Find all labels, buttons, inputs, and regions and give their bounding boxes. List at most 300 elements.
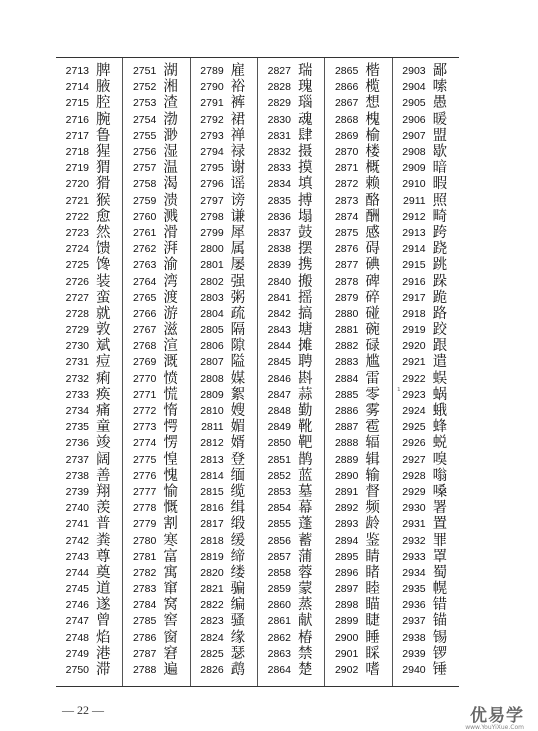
char-number: 2812 <box>200 437 224 450</box>
char-number: 2772 <box>132 405 157 418</box>
table-row <box>258 549 324 565</box>
char-number: 2905 <box>402 97 426 110</box>
char-number: 2736 <box>65 437 89 450</box>
char-number: 2729 <box>65 324 89 337</box>
table-row <box>191 306 257 322</box>
table-row <box>123 160 189 176</box>
char-glyph: 睦 <box>365 581 380 598</box>
char-number: 2914 <box>402 243 426 256</box>
watermark-brand: 优易学 <box>470 706 524 726</box>
table-row <box>325 468 391 484</box>
table-row <box>393 225 459 241</box>
table-row <box>123 128 189 144</box>
table-row <box>56 581 122 597</box>
table-row <box>393 112 459 128</box>
char-glyph: 鹊 <box>297 451 313 468</box>
char-number: 2910 <box>402 178 426 191</box>
char-number: 2796 <box>200 178 224 191</box>
table-column <box>122 58 189 686</box>
char-number: 2889 <box>334 453 359 466</box>
table-row <box>191 209 257 225</box>
table-row <box>258 193 324 209</box>
char-number: 2716 <box>65 113 89 126</box>
char-glyph: 碰 <box>365 305 380 322</box>
table-row <box>393 273 459 289</box>
char-number: 2931 <box>402 518 426 531</box>
char-glyph: 督 <box>365 483 380 500</box>
table-row <box>56 338 122 354</box>
char-number: 2770 <box>132 372 157 385</box>
table-row <box>123 290 189 306</box>
char-number: 2904 <box>402 81 426 94</box>
char-number: 2846 <box>267 372 291 385</box>
char-glyph: 痛 <box>96 403 111 420</box>
char-number: 2717 <box>65 129 89 142</box>
char-glyph: 幌 <box>432 581 448 598</box>
char-glyph: 置 <box>432 516 448 533</box>
table-row <box>56 500 122 516</box>
char-glyph: 缘 <box>230 629 246 646</box>
char-glyph: 蒜 <box>297 386 313 403</box>
table-row <box>123 500 189 516</box>
table-row <box>258 338 324 354</box>
table-row <box>393 209 459 225</box>
char-glyph: 靶 <box>297 435 313 452</box>
table-row <box>258 241 324 257</box>
char-number: 2797 <box>200 194 224 207</box>
char-glyph: 窘 <box>163 645 178 662</box>
char-number: 2808 <box>200 372 224 385</box>
char-glyph: 歇 <box>432 144 448 161</box>
table-row <box>123 241 189 257</box>
char-number: 2857 <box>267 550 291 563</box>
char-glyph: 楚 <box>297 662 313 679</box>
char-number: 2854 <box>267 502 291 515</box>
char-number: 2839 <box>267 259 291 272</box>
char-number: 2861 <box>267 615 291 628</box>
char-glyph: 照 <box>432 192 448 209</box>
table-row <box>56 225 122 241</box>
char-number: 2878 <box>334 275 359 288</box>
char-glyph: 寒 <box>163 532 178 549</box>
char-glyph: 辑 <box>365 451 380 468</box>
char-number: 2723 <box>65 226 89 239</box>
table-row <box>393 468 459 484</box>
char-glyph: 鼓 <box>297 224 313 241</box>
char-number: 2790 <box>200 81 224 94</box>
char-number: 2781 <box>132 550 157 563</box>
char-glyph: 跟 <box>432 338 448 355</box>
char-glyph: 渝 <box>163 257 178 274</box>
char-number: 2903 <box>402 65 426 78</box>
char-number: 2913 <box>402 226 426 239</box>
table-row <box>123 565 189 581</box>
char-glyph: 锤 <box>432 662 448 679</box>
table-row <box>393 662 459 678</box>
char-number: 2767 <box>132 324 157 337</box>
table-row <box>56 468 122 484</box>
table-row <box>123 532 189 548</box>
table-row <box>56 95 122 111</box>
char-glyph: 墓 <box>297 483 313 500</box>
char-glyph: 奠 <box>96 564 111 581</box>
char-number: 2902 <box>334 664 359 677</box>
table-row <box>258 112 324 128</box>
char-glyph: 游 <box>163 305 178 322</box>
char-glyph: 愚 <box>432 95 448 112</box>
char-glyph: 槐 <box>365 111 380 128</box>
char-glyph: 蒲 <box>297 548 313 565</box>
table-row <box>191 403 257 419</box>
char-glyph: 感 <box>365 224 380 241</box>
char-glyph: 错 <box>432 597 448 614</box>
char-number: 2927 <box>402 453 426 466</box>
char-glyph: 腋 <box>96 79 111 96</box>
char-number: 2776 <box>132 469 157 482</box>
table-row <box>56 306 122 322</box>
char-glyph: 禁 <box>297 645 313 662</box>
char-number: 2785 <box>132 615 157 628</box>
char-glyph: 雹 <box>365 419 380 436</box>
table-row <box>325 581 391 597</box>
char-glyph: 痘 <box>96 354 111 371</box>
char-glyph: 愉 <box>163 483 178 500</box>
char-number: 2867 <box>334 97 359 110</box>
char-glyph: 渤 <box>163 111 178 128</box>
char-glyph: 疏 <box>230 305 246 322</box>
char-number: 2760 <box>132 210 157 223</box>
table-row <box>56 613 122 629</box>
char-glyph: 惰 <box>163 403 178 420</box>
char-glyph: 渴 <box>163 176 178 193</box>
char-glyph: 路 <box>432 305 448 322</box>
table-row <box>123 435 189 451</box>
char-number: 2926 <box>402 437 426 450</box>
table-row <box>56 387 122 403</box>
char-number: 2747 <box>65 615 89 628</box>
table-row <box>258 662 324 678</box>
char-number: 2872 <box>334 178 359 191</box>
char-glyph: 楼 <box>365 144 380 161</box>
char-glyph: 鹉 <box>230 662 246 679</box>
char-number: 2743 <box>65 550 89 563</box>
table-row <box>325 322 391 338</box>
char-glyph: 装 <box>96 273 111 290</box>
table-row <box>325 209 391 225</box>
char-number: 2809 <box>200 388 224 401</box>
char-glyph: 勤 <box>297 403 313 420</box>
char-number: 2894 <box>334 534 359 547</box>
table-row <box>325 338 391 354</box>
table-row <box>325 290 391 306</box>
char-number: 2919 <box>402 324 426 337</box>
table-row <box>258 371 324 387</box>
table-row <box>56 112 122 128</box>
char-glyph: 蒙 <box>297 581 313 598</box>
char-glyph: 溉 <box>163 354 178 371</box>
char-glyph: 就 <box>96 305 111 322</box>
char-number: 2851 <box>267 453 291 466</box>
char-number: 2827 <box>267 65 291 78</box>
char-number: 2813 <box>200 453 224 466</box>
char-glyph: 盟 <box>432 127 448 144</box>
table-row <box>191 500 257 516</box>
char-number: 2873 <box>334 194 359 207</box>
char-glyph: 谢 <box>230 160 246 177</box>
char-glyph: 雇 <box>230 63 246 80</box>
char-glyph: 湘 <box>163 79 178 96</box>
char-glyph: 骗 <box>230 581 246 598</box>
char-number: 2817 <box>200 518 224 531</box>
char-number: 2833 <box>267 162 291 175</box>
table-row <box>325 597 391 613</box>
char-number: 2875 <box>334 226 359 239</box>
table-row <box>56 257 122 273</box>
char-number: 2738 <box>65 469 89 482</box>
char-number: 2775 <box>132 453 157 466</box>
char-number: 2887 <box>334 421 359 434</box>
char-glyph: 属 <box>230 241 246 258</box>
char-number: 2788 <box>132 664 157 677</box>
char-number: 2864 <box>267 664 291 677</box>
table-row <box>123 144 189 160</box>
table-row <box>393 387 459 403</box>
char-glyph: 睹 <box>365 564 380 581</box>
char-glyph: 犀 <box>230 224 246 241</box>
table-row <box>393 144 459 160</box>
char-glyph: 摸 <box>297 160 313 177</box>
table-row <box>56 128 122 144</box>
char-glyph: 屡 <box>230 257 246 274</box>
char-glyph: 道 <box>96 581 111 598</box>
table-row <box>258 500 324 516</box>
char-glyph: 携 <box>297 257 313 274</box>
char-number: 2774 <box>132 437 157 450</box>
char-number: 2855 <box>267 518 291 531</box>
char-number: 2897 <box>334 583 359 596</box>
char-number: 2759 <box>132 194 157 207</box>
char-number: 2922 <box>402 372 426 385</box>
table-row <box>393 176 459 192</box>
watermark-logo <box>465 701 524 731</box>
char-number: 2768 <box>132 340 157 353</box>
char-glyph: 跺 <box>432 273 448 290</box>
char-glyph: 渣 <box>163 95 178 112</box>
char-number: 2831 <box>267 129 291 142</box>
table-row <box>325 241 391 257</box>
char-glyph: 鉴 <box>365 532 380 549</box>
table-row <box>258 452 324 468</box>
char-glyph: 婿 <box>230 435 246 452</box>
table-row <box>325 306 391 322</box>
char-number: 2865 <box>334 65 359 78</box>
char-glyph: 粥 <box>230 289 246 306</box>
table-row <box>325 257 391 273</box>
char-glyph: 睫 <box>365 613 380 630</box>
char-number: 2917 <box>402 291 426 304</box>
char-glyph: 惶 <box>163 451 178 468</box>
char-number: 2766 <box>132 307 157 320</box>
table-row <box>56 646 122 662</box>
char-glyph: 碎 <box>365 289 380 306</box>
table-row <box>393 403 459 419</box>
char-glyph: 渺 <box>163 127 178 144</box>
char-number: 2750 <box>65 664 89 677</box>
char-number: 2856 <box>267 534 291 547</box>
table-row <box>325 613 391 629</box>
char-glyph: 嗅 <box>432 451 448 468</box>
char-number: 2783 <box>132 583 157 596</box>
table-row <box>56 193 122 209</box>
char-number: 2814 <box>200 469 224 482</box>
table-row <box>393 419 459 435</box>
char-glyph: 遣 <box>432 354 448 371</box>
char-number: 2765 <box>132 291 157 304</box>
char-glyph: 摆 <box>297 241 313 258</box>
char-glyph: 碑 <box>365 273 380 290</box>
table-row <box>325 452 391 468</box>
char-glyph: 窝 <box>163 597 178 614</box>
char-glyph: 肆 <box>297 127 313 144</box>
char-number: 2884 <box>334 372 359 385</box>
char-glyph: 跷 <box>432 241 448 258</box>
table-row <box>258 403 324 419</box>
table-row <box>258 646 324 662</box>
char-glyph: 蜈 <box>432 370 448 387</box>
char-glyph: 输 <box>365 467 380 484</box>
table-row <box>123 630 189 646</box>
char-glyph: 粪 <box>96 532 111 549</box>
table-row <box>393 452 459 468</box>
char-number: 2749 <box>65 647 89 660</box>
char-number: 2719 <box>65 162 89 175</box>
char-glyph: 搞 <box>297 305 313 322</box>
char-glyph: 鄙 <box>432 63 448 80</box>
char-glyph: 絮 <box>230 386 246 403</box>
table-row <box>56 144 122 160</box>
table-row <box>191 63 257 79</box>
char-glyph: 渡 <box>163 289 178 306</box>
char-glyph: 酪 <box>365 192 380 209</box>
page-number: — 22 — <box>62 703 104 717</box>
table-row <box>325 403 391 419</box>
char-number: 2800 <box>200 243 224 256</box>
table-row <box>393 95 459 111</box>
char-glyph: 斟 <box>297 370 313 387</box>
char-glyph: 禅 <box>230 127 246 144</box>
table-row <box>325 371 391 387</box>
char-glyph: 摄 <box>297 144 313 161</box>
char-glyph: 睛 <box>365 548 380 565</box>
char-glyph: 湃 <box>163 241 178 258</box>
char-glyph: 禄 <box>230 144 246 161</box>
table-row <box>325 565 391 581</box>
table-row <box>393 354 459 370</box>
table-row <box>258 322 324 338</box>
char-glyph: 裤 <box>230 95 246 112</box>
char-glyph: 罩 <box>432 548 448 565</box>
char-number: 2807 <box>200 356 224 369</box>
char-glyph: 慨 <box>163 500 178 517</box>
char-glyph: 跨 <box>432 224 448 241</box>
char-number: 2795 <box>200 162 224 175</box>
char-number: 2906 <box>402 113 426 126</box>
table-row <box>393 630 459 646</box>
char-number: 2789 <box>200 65 224 78</box>
table-row <box>123 371 189 387</box>
table-row <box>325 532 391 548</box>
table-row <box>56 354 122 370</box>
table-row <box>393 338 459 354</box>
char-number: 2786 <box>132 631 157 644</box>
char-glyph: 蜗 <box>432 386 448 403</box>
char-glyph: 蜀 <box>432 564 448 581</box>
char-glyph: 蒸 <box>297 597 313 614</box>
char-glyph: 强 <box>230 273 246 290</box>
char-number: 2779 <box>132 518 157 531</box>
char-number: 2881 <box>334 324 359 337</box>
char-number: 2836 <box>267 210 291 223</box>
table-row <box>393 306 459 322</box>
char-number: 2859 <box>267 583 291 596</box>
table-row <box>258 63 324 79</box>
char-glyph: 瑟 <box>230 645 246 662</box>
table-row <box>56 209 122 225</box>
char-glyph: 填 <box>297 176 313 193</box>
table-row <box>258 387 324 403</box>
char-glyph: 嗓 <box>432 483 448 500</box>
table-row <box>56 79 122 95</box>
table-row <box>258 419 324 435</box>
char-number: 2895 <box>334 550 359 563</box>
table-row <box>123 306 189 322</box>
char-glyph: 缅 <box>230 467 246 484</box>
char-number: 2936 <box>402 599 426 612</box>
table-row <box>191 484 257 500</box>
char-number: 2735 <box>65 421 89 434</box>
char-glyph: 塘 <box>297 322 313 339</box>
table-row <box>123 516 189 532</box>
char-glyph: 滞 <box>96 662 111 679</box>
table-row <box>325 144 391 160</box>
char-number: 2798 <box>200 210 224 223</box>
char-number: 2938 <box>402 631 426 644</box>
char-glyph: 蓬 <box>297 516 313 533</box>
char-number: 2755 <box>132 129 157 142</box>
char-number: 2886 <box>334 405 359 418</box>
char-number: 2888 <box>334 437 359 450</box>
table-row <box>258 144 324 160</box>
char-glyph: 窜 <box>163 581 178 598</box>
table-row <box>393 79 459 95</box>
table-row <box>123 112 189 128</box>
table-row <box>56 597 122 613</box>
table-row <box>191 225 257 241</box>
char-number: 2871 <box>334 162 359 175</box>
char-number: 2876 <box>334 243 359 256</box>
table-row <box>191 144 257 160</box>
char-number: 2862 <box>267 631 291 644</box>
table-row <box>258 95 324 111</box>
stray-mark: ¹ <box>397 387 401 397</box>
table-row <box>191 257 257 273</box>
table-row <box>56 532 122 548</box>
char-number: 2937 <box>402 615 426 628</box>
char-glyph: 鲁 <box>96 127 111 144</box>
table-row <box>123 403 189 419</box>
char-number: 2758 <box>132 178 157 191</box>
char-number: 2920 <box>402 340 426 353</box>
